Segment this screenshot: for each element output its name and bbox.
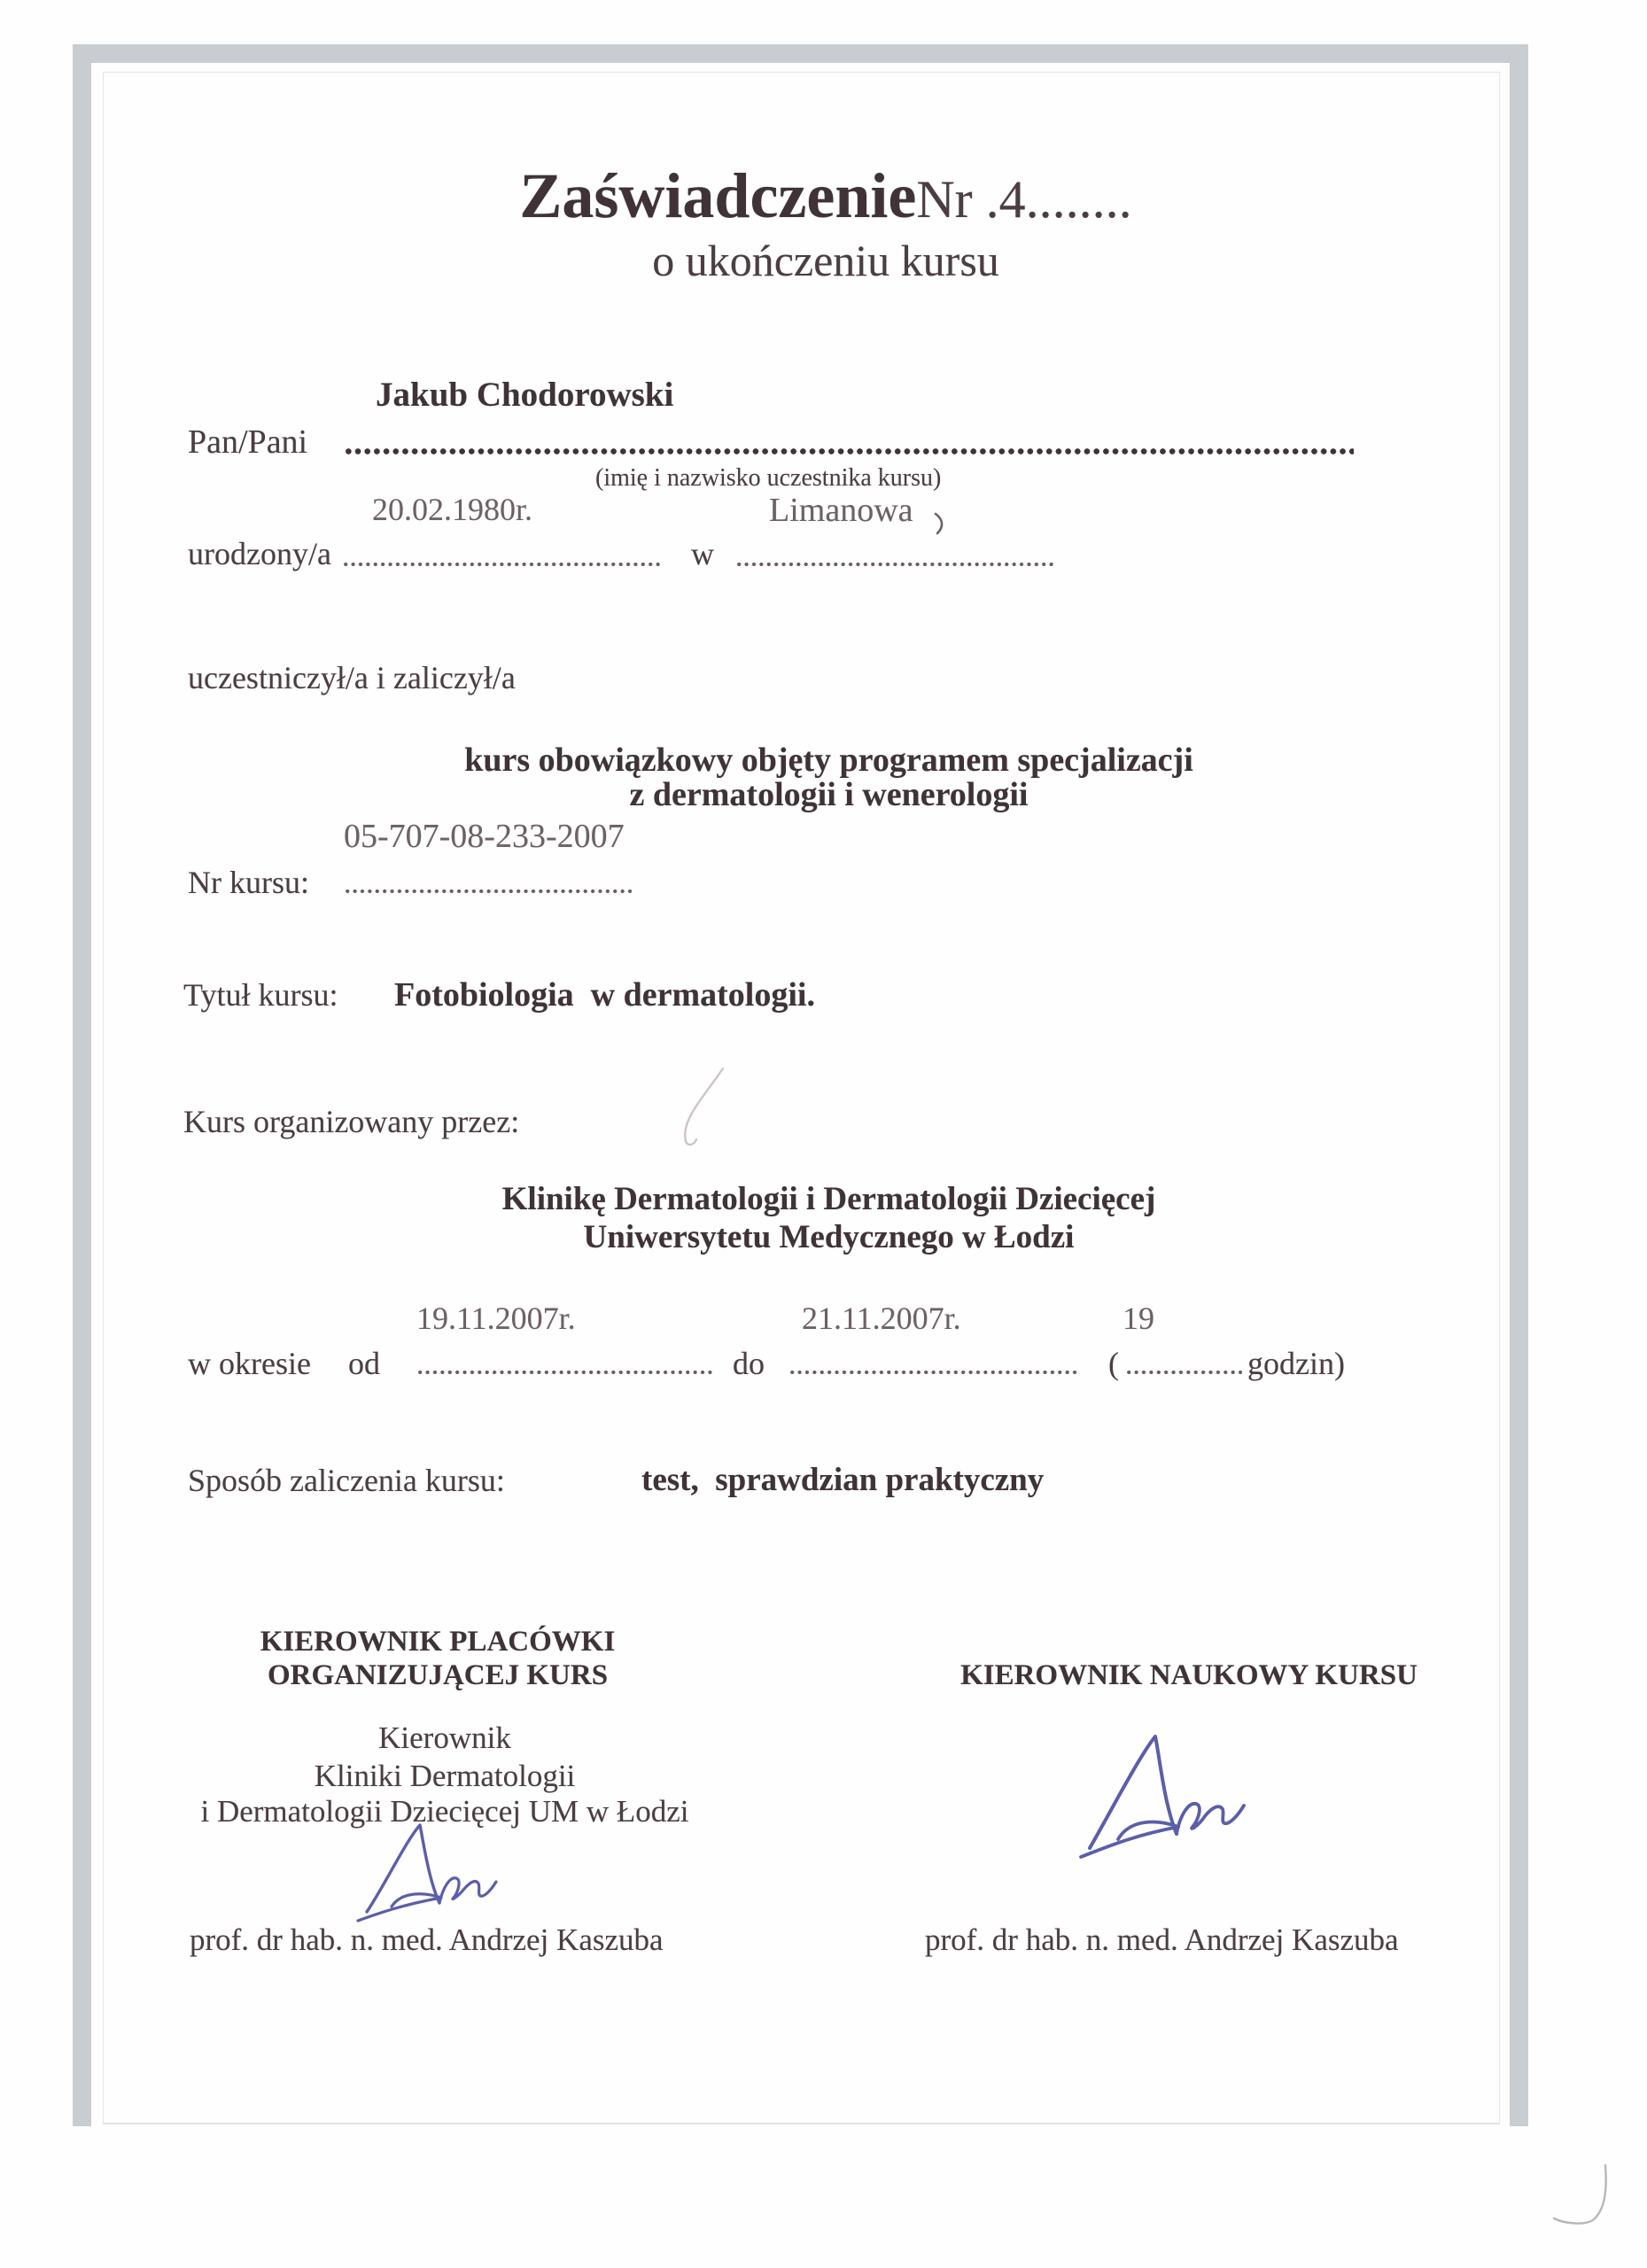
participation-line: uczestniczył/a i zaliczył/a — [188, 660, 516, 695]
period-od-label: od — [348, 1346, 380, 1381]
course-type-line2: z dermatologii i wenerologii — [629, 776, 1029, 813]
ink-tail — [932, 512, 948, 535]
organizer-line1: Klinikę Dermatologii i Dermatologii Dziecięcej — [501, 1181, 1156, 1217]
period-prefix-label: w okresie — [188, 1346, 311, 1381]
course-type-line1: kurs obowiązkowy objęty programem specjalizacji — [464, 742, 1193, 779]
course-title-value: Fotobiologia w dermatologii. — [394, 976, 815, 1014]
period-from-dotted-line — [416, 1370, 714, 1375]
assessment-label: Sposób zaliczenia kursu: — [188, 1463, 505, 1498]
period-to-value: 21.11.2007r. — [802, 1301, 961, 1336]
signature-ink-right — [1074, 1726, 1253, 1860]
title-row — [0, 160, 1647, 232]
left-signer-role-line1: Kierownik — [378, 1720, 511, 1755]
page-subtitle: o ukończeniu kursu — [652, 236, 999, 285]
signature-ink-left — [353, 1816, 540, 1924]
right-signature-heading: KIEROWNIK NAUKOWY KURSU — [960, 1659, 1418, 1691]
birth-place-dotted-line — [735, 562, 1054, 567]
course-title-label: Tytuł kursu: — [183, 977, 338, 1013]
birth-label: urodzony/a — [188, 536, 331, 571]
birth-place-value: Limanowa — [769, 492, 913, 529]
organizer-line2: Uniwersytetu Medycznego w Łodzi — [583, 1219, 1075, 1255]
left-signature-heading-line2: ORGANIZUJĄCEJ KURS — [267, 1659, 609, 1691]
assessment-value: test, sprawdzian praktyczny — [641, 1462, 1045, 1498]
period-to-dotted-line — [789, 1370, 1079, 1375]
course-number-label: Nr kursu: — [188, 865, 309, 900]
period-hours-suffix: godzin) — [1247, 1346, 1345, 1381]
left-signer-name: prof. dr hab. n. med. Andrzej Kaszuba — [190, 1922, 664, 1957]
period-from-value: 19.11.2007r. — [416, 1301, 576, 1336]
participant-caption: (imię i nazwisko uczestnika kursu) — [595, 464, 942, 492]
period-do-label: do — [733, 1346, 765, 1381]
course-number-value: 05-707-08-233-2007 — [344, 818, 625, 855]
birth-date-dotted-line — [342, 562, 660, 567]
participant-name-dotted-line — [344, 447, 1354, 455]
left-signer-role-line2: Kliniki Dermatologii — [314, 1759, 576, 1793]
course-number-dotted-line — [344, 889, 633, 894]
pencil-smudge-mark — [672, 1065, 735, 1153]
period-hours-value: 19 — [1123, 1301, 1154, 1336]
birth-date-value: 20.02.1980r. — [372, 492, 533, 527]
period-paren-open: ( — [1108, 1346, 1119, 1381]
participant-label: Pan/Pani — [188, 423, 308, 461]
right-signer-name: prof. dr hab. n. med. Andrzej Kaszuba — [925, 1922, 1399, 1957]
participant-name: Jakub Chodorowski — [376, 376, 674, 414]
page-title: Zaświadczenie — [519, 160, 917, 231]
certificate-number: Nr .4........ — [916, 170, 1132, 229]
birth-in-label: w — [691, 536, 714, 571]
stray-pen-mark — [1549, 2163, 1612, 2233]
left-signer-role-line3: i Dermatologii Dziecięcej UM w Łodzi — [200, 1794, 689, 1829]
left-signature-heading-line1: KIEROWNIK PLACÓWKI — [260, 1626, 616, 1658]
period-hours-dotted-line — [1125, 1370, 1242, 1375]
organizer-label: Kurs organizowany przez: — [183, 1104, 520, 1139]
